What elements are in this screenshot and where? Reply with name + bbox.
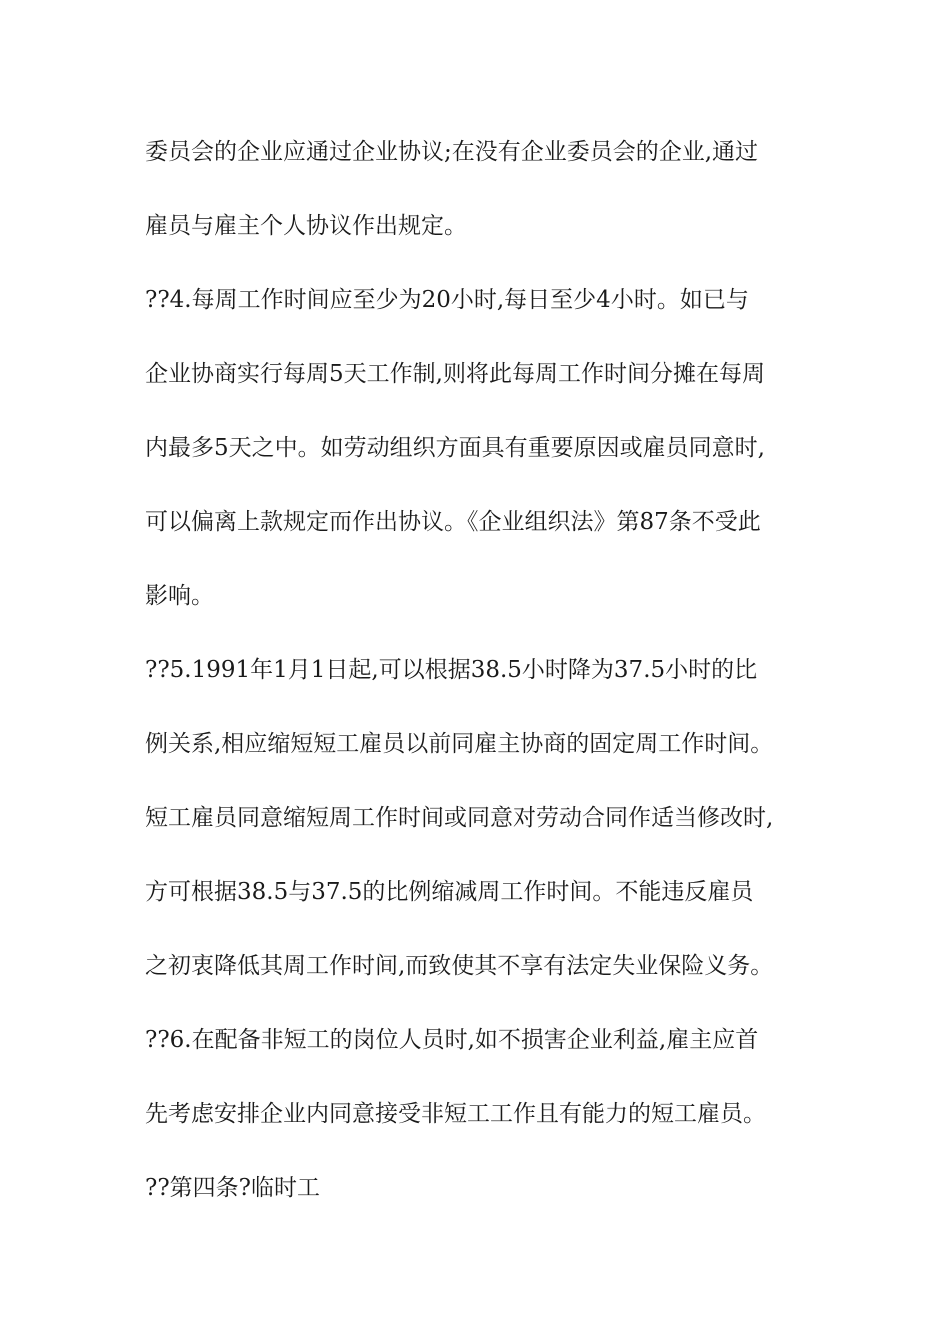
section-heading: ??第四条?临时工 xyxy=(145,1175,320,1201)
text-line-8: ??5.1991年1月1日起,可以根据38.5小时降为37.5小时的比 xyxy=(145,657,758,683)
text-line-5: 内最多5天之中。如劳动组织方面具有重要原因或雇员同意时, xyxy=(145,435,765,461)
text-line-1: 委员会的企业应通过企业协议;在没有企业委员会的企业,通过 xyxy=(145,139,759,165)
text-line-4: 企业协商实行每周5天工作制,则将此每周工作时间分摊在每周 xyxy=(145,361,765,387)
text-line-11: 方可根据38.5与37.5的比例缩减周工作时间。不能违反雇员 xyxy=(145,879,754,905)
text-line-3: ??4.每周工作时间应至少为20小时,每日至少4小时。如已与 xyxy=(145,287,749,313)
text-line-6: 可以偏离上款规定而作出协议。《企业组织法》第87条不受此 xyxy=(145,509,761,535)
text-line-2: 雇员与雇主个人协议作出规定。 xyxy=(145,213,467,239)
text-line-14: 先考虑安排企业内同意接受非短工工作且有能力的短工雇员。 xyxy=(145,1101,766,1127)
text-line-13: ??6.在配备非短工的岗位人员时,如不损害企业利益,雇主应首 xyxy=(145,1027,759,1053)
text-line-10: 短工雇员同意缩短周工作时间或同意对劳动合同作适当修改时, xyxy=(145,805,774,831)
text-line-7: 影响。 xyxy=(145,583,214,609)
text-line-12: 之初衷降低其周工作时间,而致使其不享有法定失业保险义务。 xyxy=(145,953,774,979)
text-line-9: 例关系,相应缩短短工雇员以前同雇主协商的固定周工作时间。 xyxy=(145,731,774,757)
